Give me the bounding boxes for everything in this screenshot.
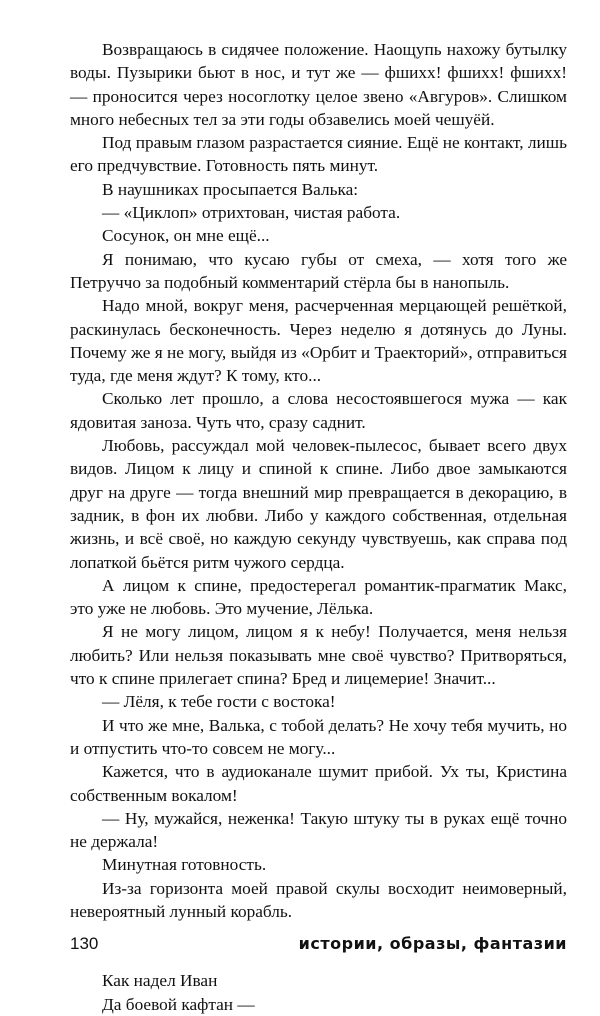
main-text	[70, 38, 567, 923]
poem-line: Как надел Иван	[102, 971, 218, 991]
paragraph: Минутная готовность.	[102, 855, 267, 875]
page-body	[70, 38, 567, 1016]
paragraph: Под правым глазом разрастается сияние. Ещё не контакт, лишь его предчувствие. Готовность пять минут.	[70, 133, 567, 176]
paragraph: Сколько лет прошло, а слова несостоявшегося мужа — как ядовитая заноза. Чуть что, сразу саднит.	[70, 389, 567, 432]
paragraph: Сосунок, он мне ещё...	[102, 226, 270, 246]
page-number: 130	[70, 934, 99, 953]
paragraph: И что же мне, Валька, с тобой делать? Не хочу тебя мучить, но и отпустить что-то совсем не могу...	[70, 715, 567, 758]
paragraph: В наушниках просыпается Валька:	[102, 179, 359, 199]
paragraph: Из-за горизонта моей правой скулы восходит неимоверный, невероятный лунный корабль.	[70, 878, 567, 921]
page-footer	[70, 934, 567, 954]
paragraph: Любовь, рассуждал мой человек-пылесос, бывает всего двух видов. Лицом к лицу и спиной к спине. Либо двое замыкаются друг на друге — тогда внешний мир превращается в декорацию, в задник, в фон их любви. Либо у каждого собственная, отдельная жизнь, и всё своё, но каждую секунду чувствуешь, как справа под лопаткой бьётся ритм чужого сердца.	[70, 436, 567, 572]
paragraph: Возвращаюсь в сидячее положение. Наощупь нахожу бутылку воды. Пузырики бьют в нос, и тут же — фшихх! фшихх! фшихх! — проносится через носоглотку целое звено «Авгуров». Слишком много небесных тел за эти годы обзавелись моей чешуёй.	[70, 40, 567, 129]
paragraph: Кажется, что в аудиоканале шумит прибой. Ух ты, Кристина собственным вокалом!	[70, 762, 567, 805]
running-title: истории, образы, фантазии	[298, 934, 567, 953]
paragraph: — Лёля, к тебе гости с востока!	[102, 692, 336, 712]
paragraph: — Ну, мужайся, неженка! Такую штуку ты в руках ещё точно не держала!	[70, 808, 567, 852]
paragraph: А лицом к спине, предостерегал романтик-прагматик Макс, это уже не любовь. Это мучение, Лёлька.	[70, 575, 567, 619]
paragraph: — «Циклоп» отрихтован, чистая работа.	[102, 203, 401, 223]
poem-line: Да боевой кафтан —	[102, 994, 255, 1014]
poem-epigraph	[70, 969, 567, 1016]
paragraph: Я не могу лицом, лицом я к небу! Получается, меня нельзя любить? Или нельзя показывать мне своё чувство? Притворяться, что к спине прилегает спина? Бред и лицемерие! Значит...	[70, 622, 567, 689]
paragraph: Надо мной, вокруг меня, расчерченная мерцающей решёткой, раскинулась бесконечность. Через неделю я дотянусь до Луны. Почему же я не могу, выйдя из «Орбит и Траекторий», отправиться туда, где меня ждут? К тому, кто...	[70, 296, 567, 386]
paragraph: Я понимаю, что кусаю губы от смеха, — хотя того же Петруччо за подобный комментарий стёрла бы в нанопыль.	[70, 249, 567, 292]
